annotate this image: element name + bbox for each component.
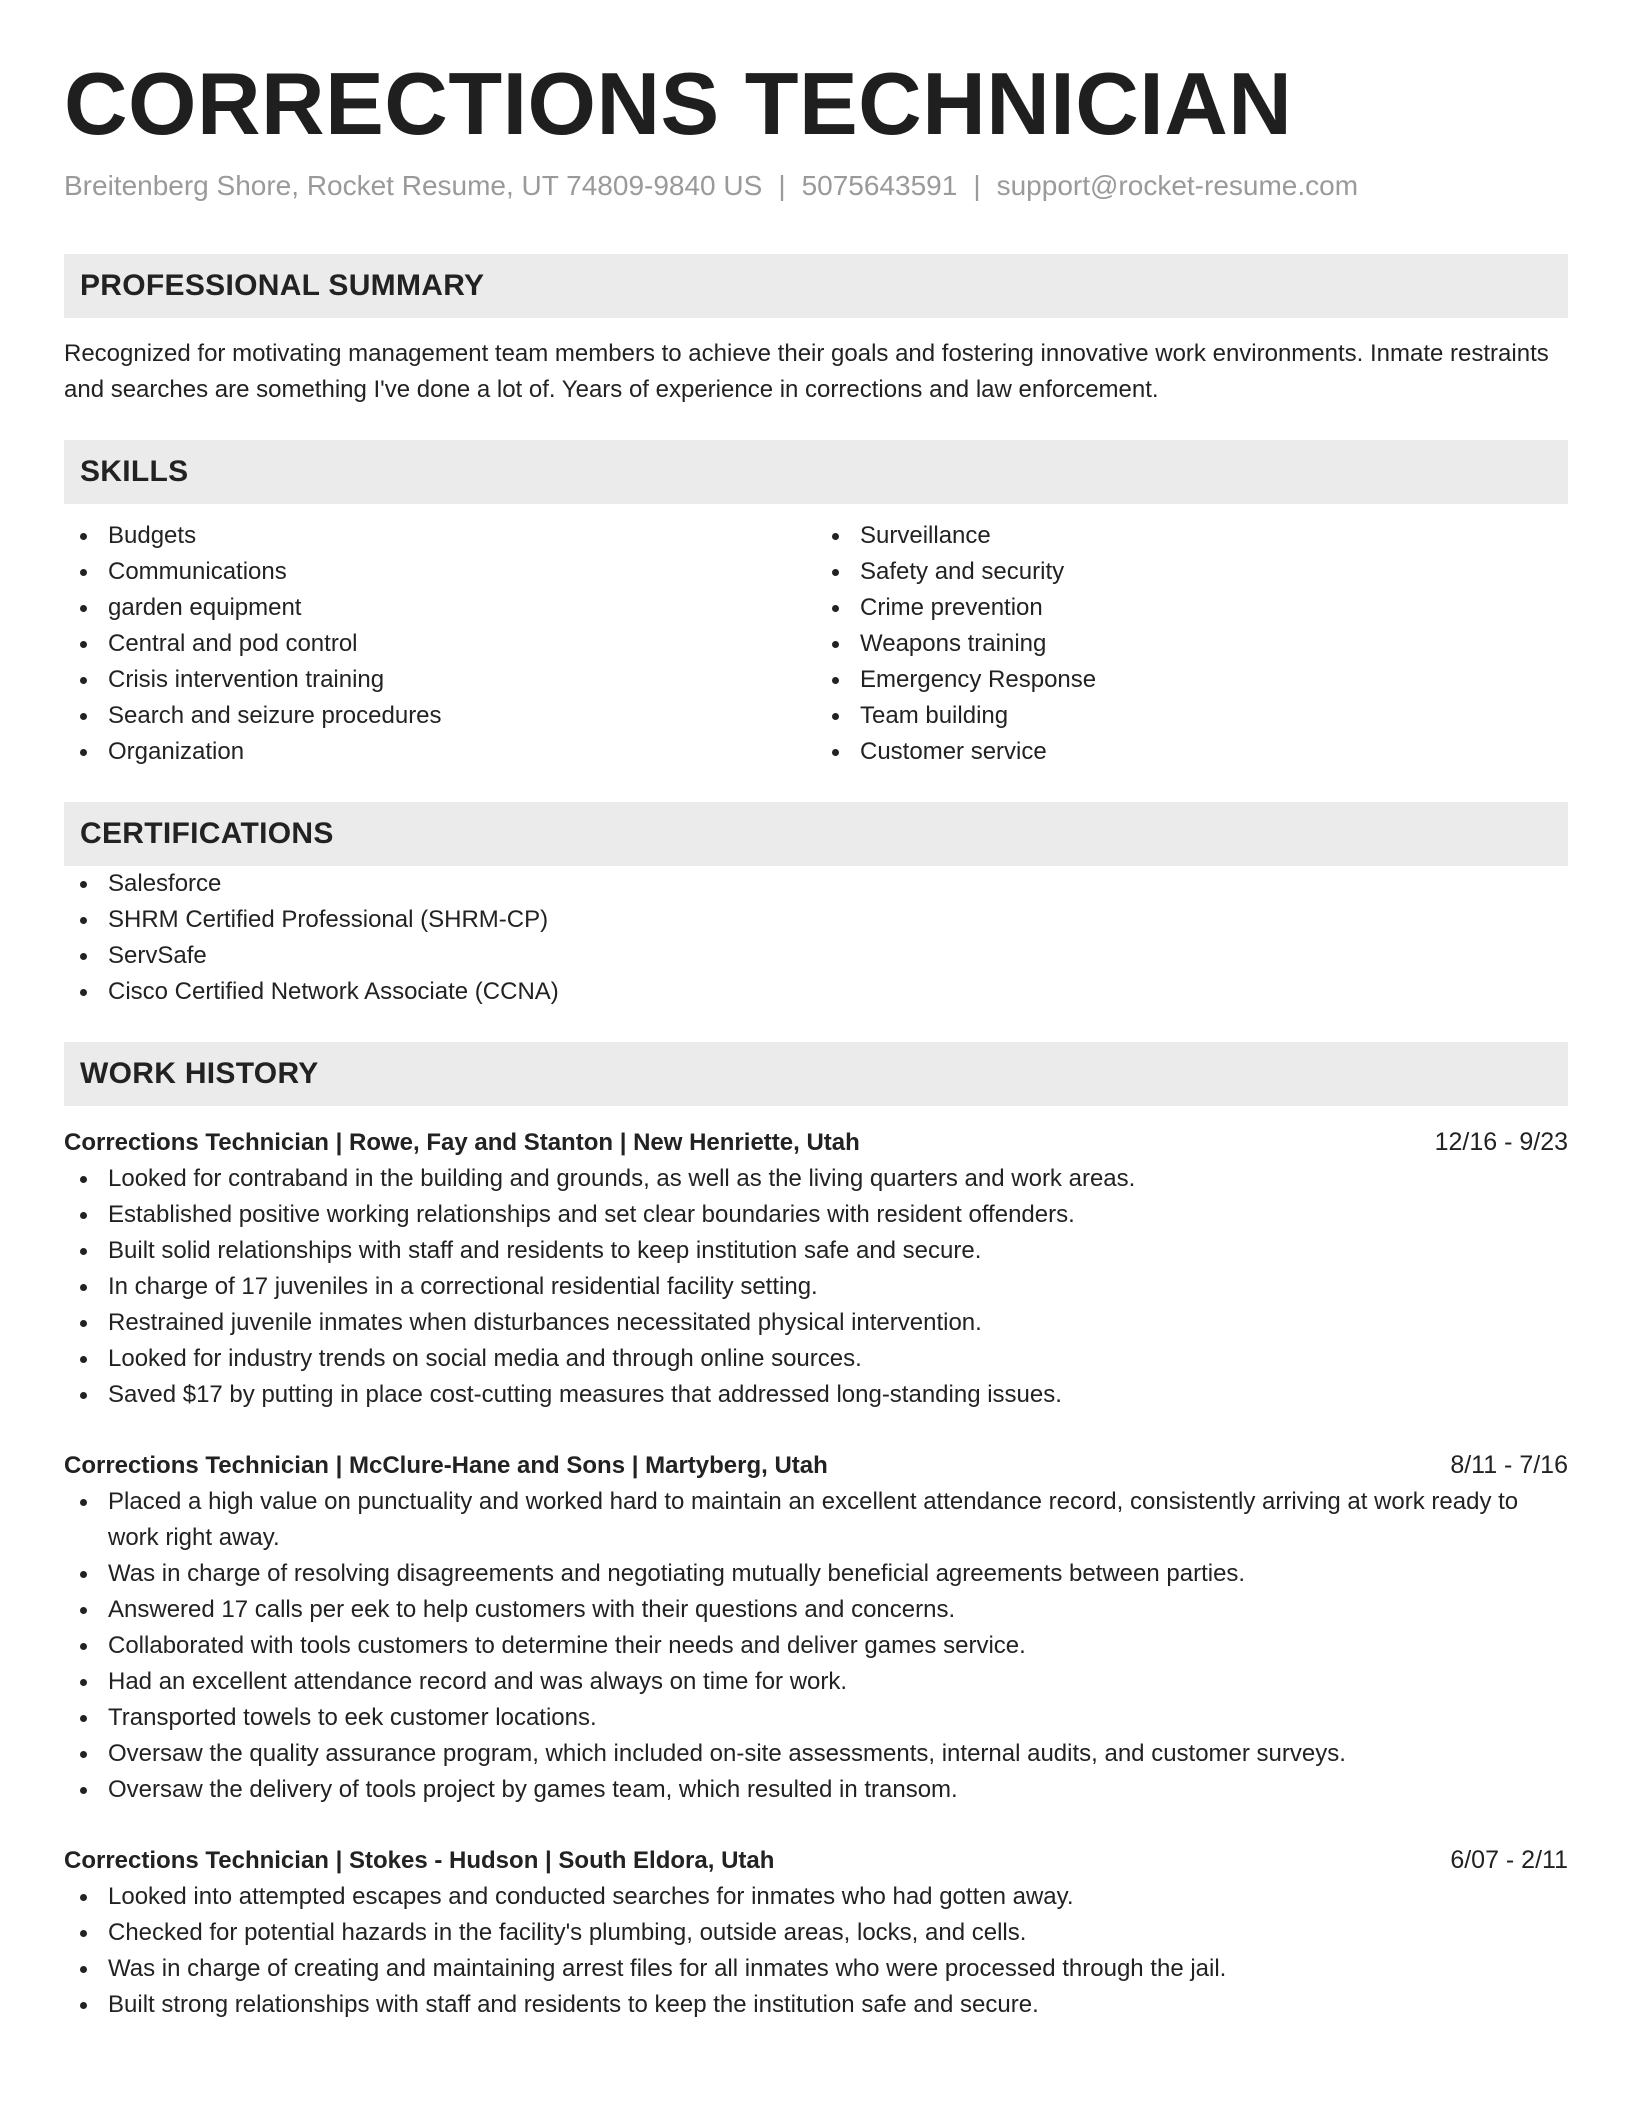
skill-item: Crisis intervention training — [64, 662, 816, 698]
job-bullet: In charge of 17 juveniles in a correctional residential facility setting. — [64, 1269, 1568, 1305]
job-dates: 6/07 - 2/11 — [1450, 1846, 1568, 1874]
job-bullet: Established positive working relationships and set clear boundaries with resident offenders. — [64, 1197, 1568, 1233]
job-bullet: Restrained juvenile inmates when disturbances necessitated physical intervention. — [64, 1305, 1568, 1341]
contact-address: Breitenberg Shore, Rocket Resume, UT 74809-9840 US — [64, 170, 763, 201]
job-bullet-list — [64, 1161, 1568, 1413]
skill-item: Organization — [64, 734, 816, 770]
skills-column-left — [64, 518, 816, 770]
skill-item: Central and pod control — [64, 626, 816, 662]
skill-item: Safety and security — [816, 554, 1568, 590]
summary-section-header: PROFESSIONAL SUMMARY — [64, 254, 1568, 318]
job-bullet: Checked for potential hazards in the facility's plumbing, outside areas, locks, and cells. — [64, 1915, 1568, 1951]
job-heading-row — [64, 1447, 1568, 1484]
job-heading: Corrections Technician | McClure-Hane and Sons | Martyberg, Utah — [64, 1452, 828, 1479]
job-entry — [64, 1124, 1568, 1413]
job-heading-row — [64, 1124, 1568, 1161]
job-bullet: Had an excellent attendance record and was always on time for work. — [64, 1664, 1568, 1700]
skill-item: Budgets — [64, 518, 816, 554]
job-bullet: Oversaw the delivery of tools project by games team, which resulted in transom. — [64, 1772, 1568, 1808]
work-history-section-header: WORK HISTORY — [64, 1042, 1568, 1106]
skills-list-right — [816, 518, 1568, 770]
skill-item: Weapons training — [816, 626, 1568, 662]
summary-text: Recognized for motivating management team members to achieve their goals and fostering innovative work environments. Inmate restraints and searches are something I've done a lot of. Years of experience in corrections and law enforcement. — [64, 340, 1549, 403]
contact-email: support@rocket-resume.com — [996, 170, 1359, 201]
job-bullet: Answered 17 calls per eek to help customers with their questions and concerns. — [64, 1592, 1568, 1628]
job-bullet: Looked for contraband in the building and grounds, as well as the living quarters and work areas. — [64, 1161, 1568, 1197]
certification-item: ServSafe — [64, 938, 1568, 974]
job-bullet: Oversaw the quality assurance program, which included on-site assessments, internal audits, and customer surveys. — [64, 1736, 1568, 1772]
skill-item: garden equipment — [64, 590, 816, 626]
job-bullet: Built strong relationships with staff and residents to keep the institution safe and secure. — [64, 1987, 1568, 2023]
skills-section-header: SKILLS — [64, 440, 1568, 504]
job-bullet: Looked for industry trends on social media and through online sources. — [64, 1341, 1568, 1377]
job-entry — [64, 1842, 1568, 2023]
job-bullet: Placed a high value on punctuality and worked hard to maintain an excellent attendance record, consistently arriving at work ready to work right away. — [64, 1484, 1568, 1556]
certifications-section-header: CERTIFICATIONS — [64, 802, 1568, 866]
job-bullet: Was in charge of resolving disagreements and negotiating mutually beneficial agreements between parties. — [64, 1556, 1568, 1592]
skill-item: Communications — [64, 554, 816, 590]
job-bullet: Built solid relationships with staff and residents to keep institution safe and secure. — [64, 1233, 1568, 1269]
job-heading: Corrections Technician | Stokes - Hudson | South Eldora, Utah — [64, 1847, 775, 1874]
contact-separator: | — [778, 170, 786, 201]
contact-phone: 5075643591 — [801, 170, 958, 201]
skills-grid — [64, 518, 1568, 770]
certification-item: SHRM Certified Professional (SHRM-CP) — [64, 902, 1568, 938]
job-bullet-list — [64, 1879, 1568, 2023]
job-bullet: Was in charge of creating and maintaining arrest files for all inmates who were processed through the jail. — [64, 1951, 1568, 1987]
job-bullet: Collaborated with tools customers to determine their needs and deliver games service. — [64, 1628, 1568, 1664]
skill-item: Search and seizure procedures — [64, 698, 816, 734]
skills-list-left — [64, 518, 816, 770]
job-dates: 12/16 - 9/23 — [1434, 1128, 1568, 1156]
job-heading: Corrections Technician | Rowe, Fay and Stanton | New Henriette, Utah — [64, 1129, 860, 1156]
certifications-list — [64, 866, 1568, 1010]
job-bullet: Looked into attempted escapes and conducted searches for inmates who had gotten away. — [64, 1879, 1568, 1915]
skills-column-right — [816, 518, 1568, 770]
job-dates: 8/11 - 7/16 — [1450, 1451, 1568, 1479]
certification-item: Salesforce — [64, 866, 1568, 902]
job-bullet-list — [64, 1484, 1568, 1808]
skill-item: Team building — [816, 698, 1568, 734]
job-bullet: Saved $17 by putting in place cost-cutting measures that addressed long-standing issues. — [64, 1377, 1568, 1413]
skill-item: Emergency Response — [816, 662, 1568, 698]
certification-item: Cisco Certified Network Associate (CCNA) — [64, 974, 1568, 1010]
resume-name: CORRECTIONS TECHNICIAN — [64, 54, 1293, 153]
skill-item: Crime prevention — [816, 590, 1568, 626]
skill-item: Customer service — [816, 734, 1568, 770]
job-entry — [64, 1447, 1568, 1808]
contact-line — [64, 168, 1568, 204]
job-bullet: Transported towels to eek customer locations. — [64, 1700, 1568, 1736]
skill-item: Surveillance — [816, 518, 1568, 554]
contact-separator: | — [973, 170, 981, 201]
job-heading-row — [64, 1842, 1568, 1879]
